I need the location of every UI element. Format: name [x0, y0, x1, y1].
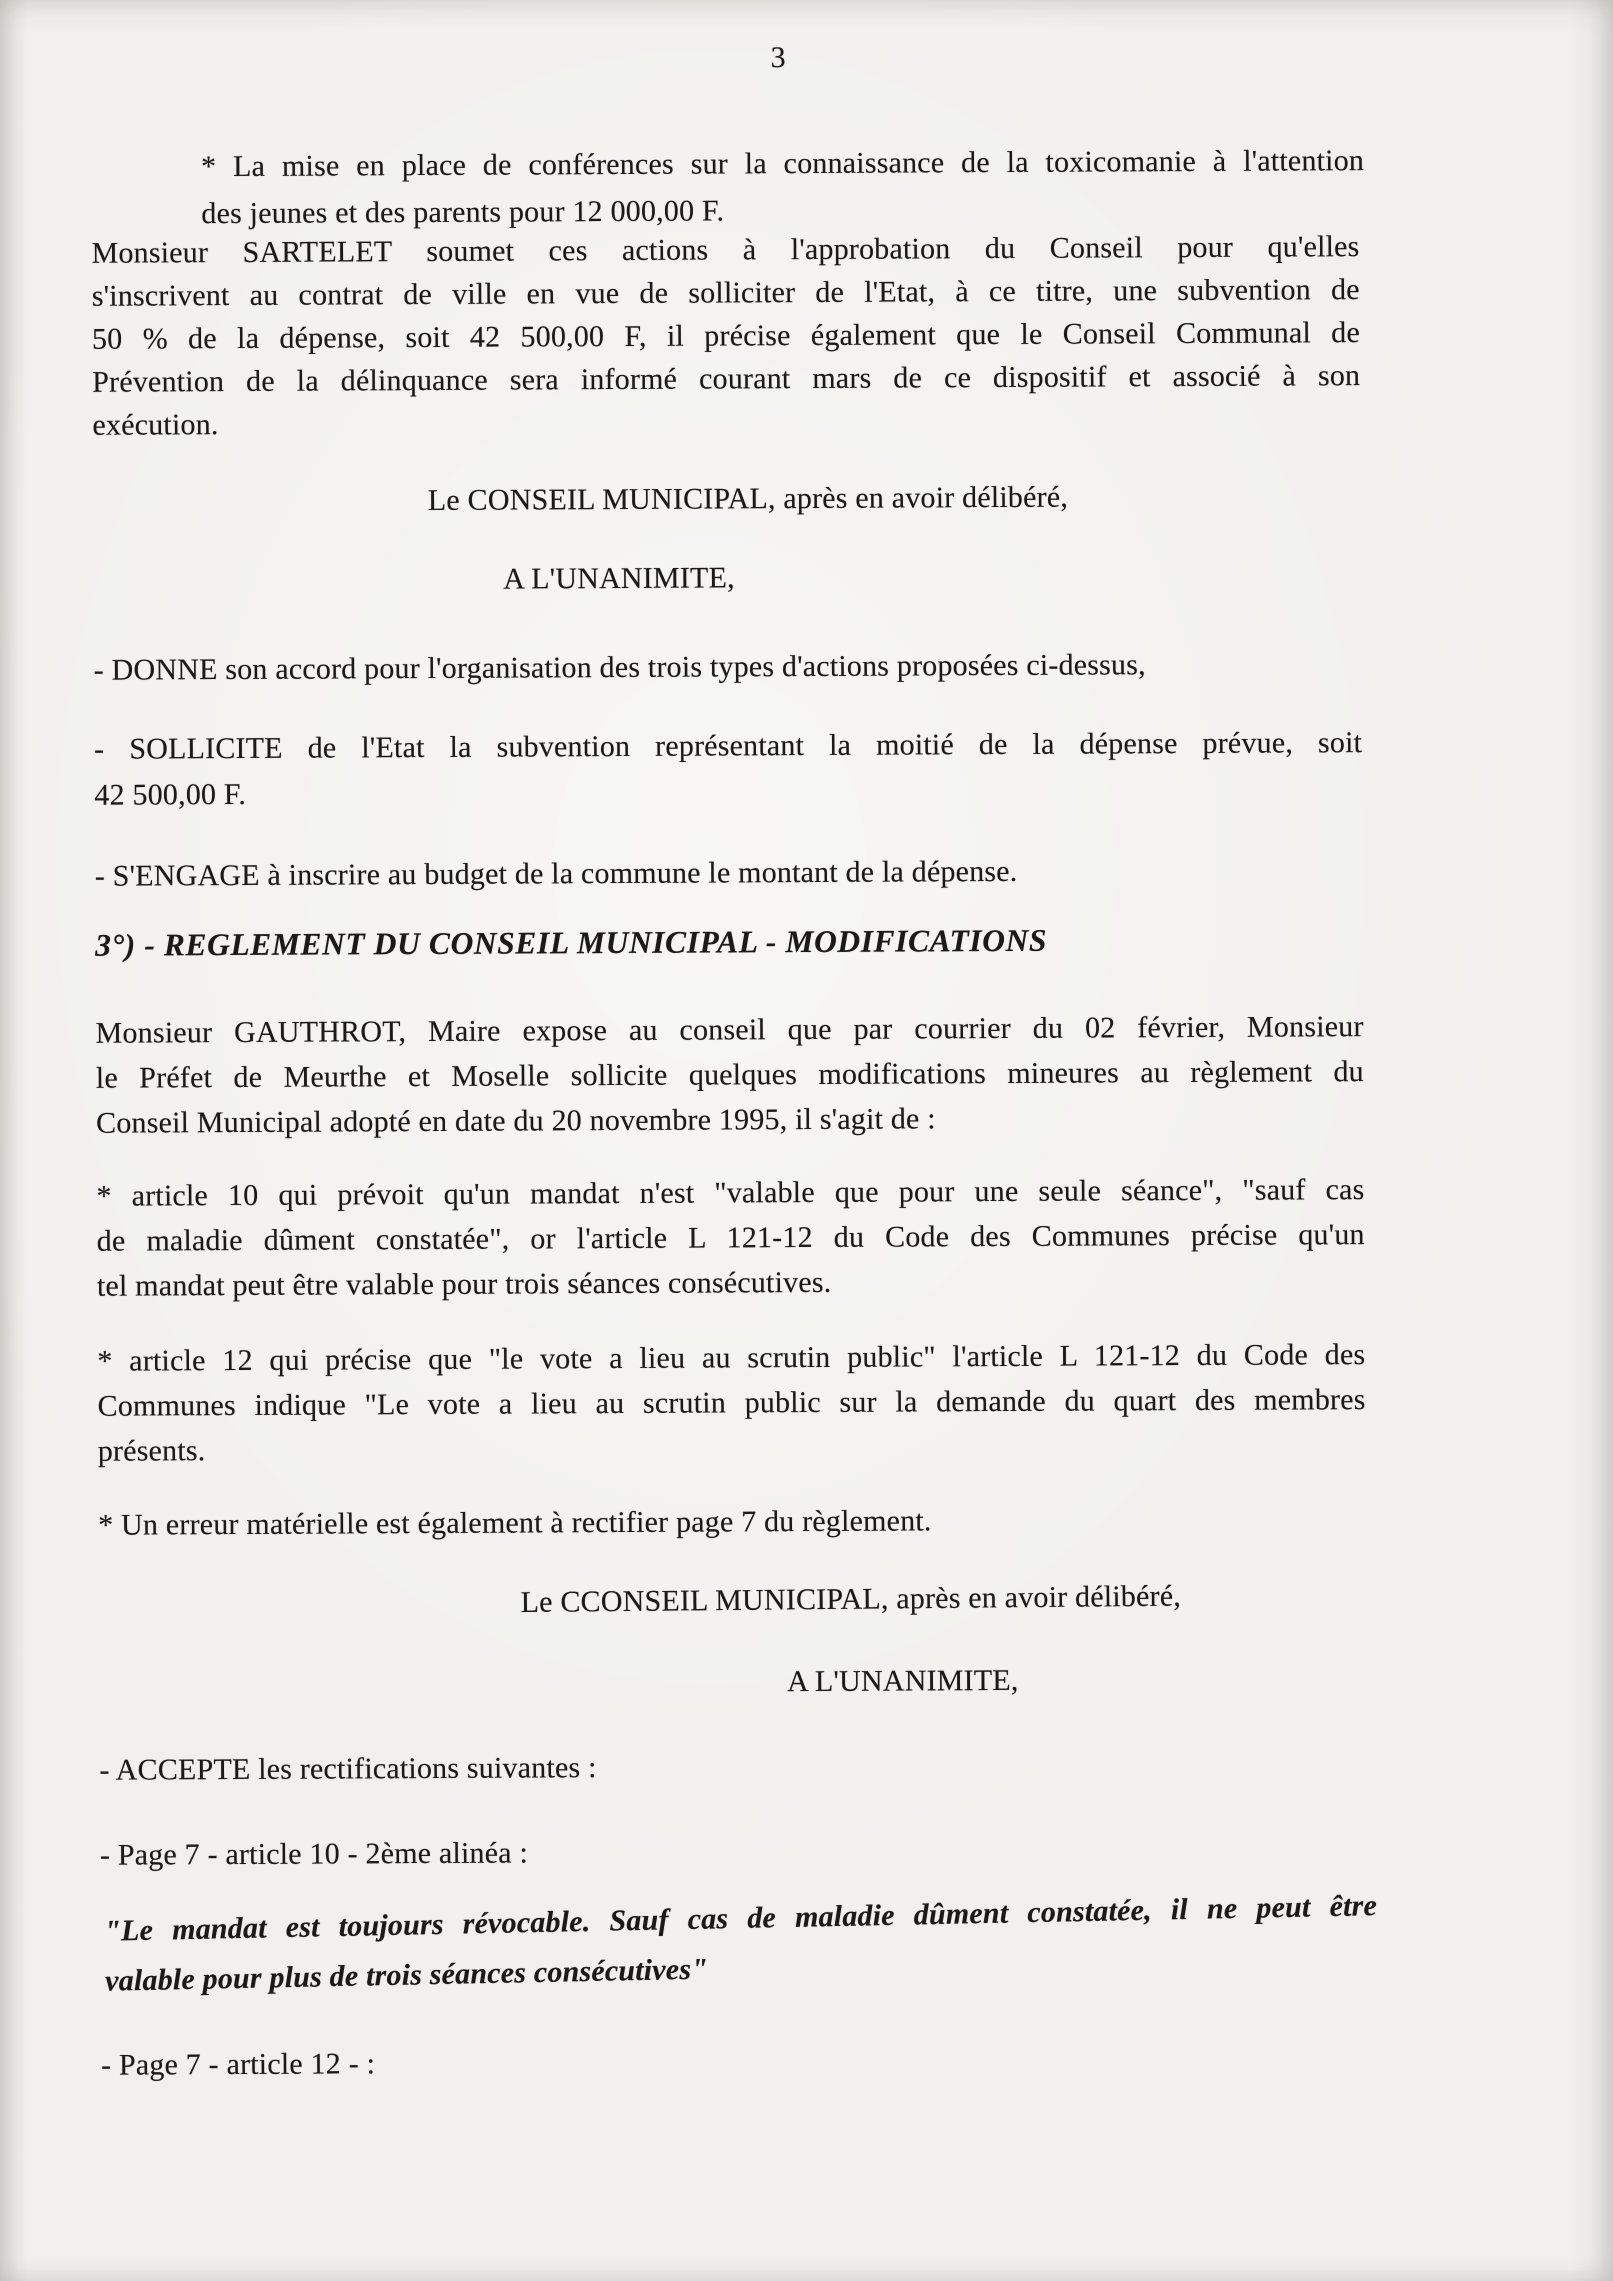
unanimity-line-1: A L'UNANIMITE,	[503, 561, 735, 596]
ref-page7-article12: - Page 7 - article 12 - :	[100, 2047, 376, 2082]
ref-page7-article10: - Page 7 - article 10 - 2ème alinéa :	[99, 1836, 529, 1872]
quote-mandat-revocable: "Le mandat est toujours révocable. Sauf cas de maladie dûment constatée, il ne peut être valable pour plus de trois séances consécutives"	[103, 1889, 1378, 1998]
para-sartelet: Monsieur SARTELET soumet ces actions à l'approbation du Conseil pour qu'elles s'inscrivent au contrat de ville en vue de solliciter de l'Etat, à ce titre, une subvention de 50 % de la dépense, soit 42 500,00 F, il précise également que le Conseil Communal de Prévention de la délinquance sera informé courant mars de ce dispositif et associé à son exécution.	[91, 230, 1361, 442]
unanimity-line-2: A L'UNANIMITE,	[786, 1663, 1019, 1699]
deliberation-line-1: Le CONSEIL MUNICIPAL, après en avoir délibéré,	[427, 480, 1069, 517]
bullet-conferences: * La mise en place de conférences sur la connaissance de la toxicomanie à l'attention des jeunes et des parents pour 12 000,00 F.	[201, 144, 1365, 231]
decision-accepte: - ACCEPTE les rectifications suivantes :	[99, 1751, 597, 1787]
decision-donne: - DONNE son accord pour l'organisation des trois types d'actions proposées ci-dessus,	[93, 648, 1146, 687]
item-article-10: * article 10 qui prévoit qu'un mandat n'est "valable que pour une seule séance", "sauf cas de maladie dûment constatée", or l'article L 121-12 du Code des Communes précise qu'un tel mandat peut être valable pour trois séances consécutives.	[96, 1173, 1365, 1303]
item-article-12: * article 12 qui précise que "le vote a lieu au scrutin public" l'article L 121-12 du Code des Communes indique "Le vote a lieu au scrutin public sur la demande du quart des membres présents.	[97, 1338, 1366, 1468]
item-erreur-materielle: * Un erreur matérielle est également à rectifier page 7 du règlement.	[98, 1504, 932, 1542]
page-number: 3	[770, 41, 786, 75]
section-heading-reglement: 3°) - REGLEMENT DU CONSEIL MUNICIPAL - MODIFICATIONS	[95, 922, 1048, 963]
decision-sollicite: - SOLLICITE de l'Etat la subvention représentant la moitié de la dépense prévue, soit 42 500,00 F.	[94, 726, 1363, 812]
para-gauthrot: Monsieur GAUTHROT, Maire expose au conseil que par courrier du 02 février, Monsieur le Préfet de Meurthe et Moselle sollicite quelques modifications mineures au règlement du Conseil Municipal adopté en date du 20 novembre 1995, il s'agit de :	[95, 1010, 1364, 1140]
deliberation-line-2: Le CCONSEIL MUNICIPAL, après en avoir délibéré,	[520, 1579, 1182, 1619]
decision-engage: - S'ENGAGE à inscrire au budget de la commune le montant de la dépense.	[94, 854, 1018, 893]
